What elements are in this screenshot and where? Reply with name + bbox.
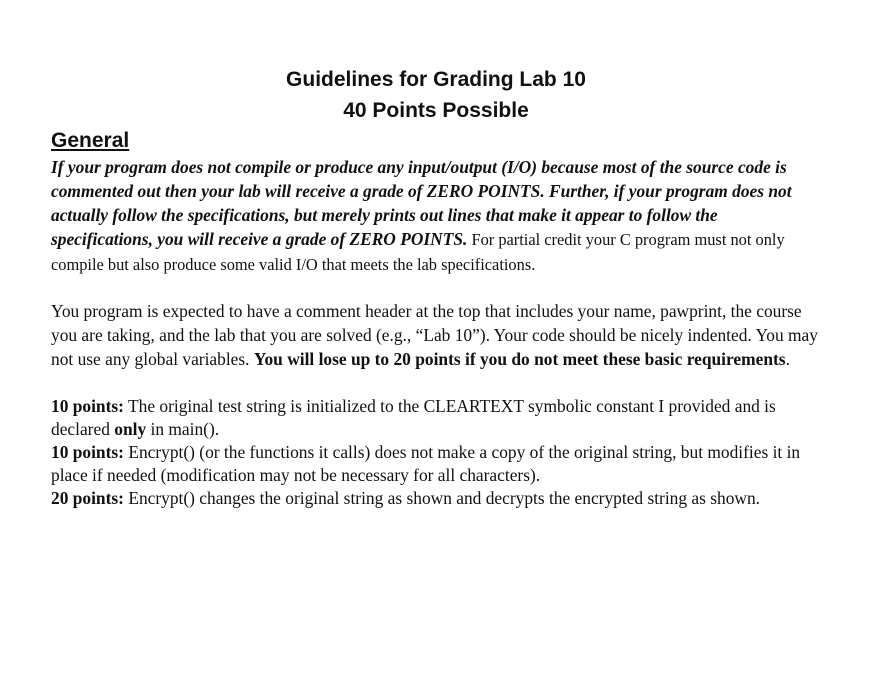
rubric-points: 10 points:: [51, 442, 124, 462]
document-title: [51, 64, 821, 126]
requirements-penalty: You will lose up to 20 points if you do not meet these basic requirements: [253, 349, 786, 369]
rubric-text: Encrypt() (or the functions it calls) does not make a copy of the original string, but modifies it in place if needed (modification may not be necessary for all characters).: [51, 442, 801, 485]
general-paragraph: [51, 155, 821, 277]
requirements-end: .: [785, 349, 790, 369]
rubric-points: 20 points:: [51, 488, 124, 508]
rubric-points: 10 points:: [51, 396, 124, 416]
zero-points-warning: If your program does not compile or produce any input/output (I/O) because most of the source code is commented out then your lab will receive a grade of ZERO POINTS. Further, if your program does not actually follow the specifications, but merely prints out lines that make it appear to follow the specifications, you will receive a grade of ZERO POINTS.: [51, 157, 792, 249]
document-page: [51, 64, 821, 510]
partial-credit-text: For partial credit your C program must not only compile but also produce some valid I/O that meets the lab specifications.: [51, 230, 785, 274]
rubric-text: The original test string is initialized to the CLEARTEXT symbolic constant I provided and is declared: [51, 396, 776, 439]
general-heading: General: [51, 129, 130, 152]
title-line-2: 40 Points Possible: [343, 99, 529, 122]
rubric-item: [51, 487, 821, 510]
requirements-paragraph: [51, 299, 821, 371]
rubric-item: [51, 395, 821, 441]
rubric-emphasis: only: [114, 419, 147, 439]
rubric-item: [51, 441, 821, 487]
title-line-1: Guidelines for Grading Lab 10: [286, 68, 586, 91]
requirements-text: You program is expected to have a comment header at the top that includes your name, pawprint, the course you are taking, and the lab that you are solved (e.g., “Lab 10”). Your code should be nicely indented. You may not use any global variables.: [51, 301, 818, 369]
rubric-text: Encrypt() changes the original string as shown and decrypts the encrypted string as shown.: [123, 488, 761, 508]
rubric-text-end: in main().: [146, 419, 220, 439]
